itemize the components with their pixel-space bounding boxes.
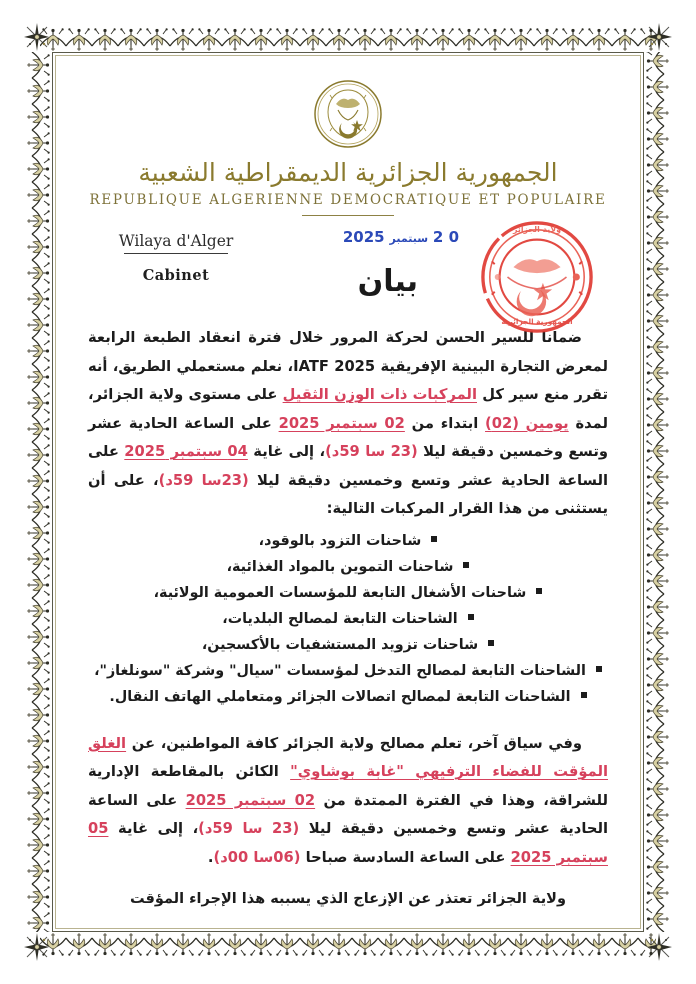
svg-text:ولاية الجزائر: ولاية الجزائر	[513, 224, 561, 234]
p2-highlight-closure: الغلق المؤقت للفضاء الترفيهي "غابة بوشاوي"	[88, 734, 609, 780]
p1-seg6: على الساعة الحادية عشر وتسع وخمسين دقيقة ليلا	[88, 443, 609, 489]
p1-seg1: ضمانا للسير الحسن لحركة المرور خلال فترة انعقاد الطبعة الرابعة لمعرض التجارة البينية الإفريقية IATF 2025، نعلم مستعملي الطريق، أنه تقرر منع سير كل	[88, 329, 609, 403]
p1-highlight-start-date: 02 سبتمبر 2025	[278, 414, 405, 432]
p1-highlight-end-date: 04 سبتمبر 2025	[124, 443, 248, 460]
date-year: 2025	[342, 228, 385, 246]
p2-highlight-start-date: 02 سبتمبر 2025	[185, 791, 316, 809]
svg-text:الجمهورية الجزائرية: الجمهورية الجزائرية	[501, 317, 573, 327]
p1-seg4: على الساعة الحادية عشر وتسع وخمسين دقيقة ليلا	[88, 414, 608, 460]
list-item	[88, 684, 608, 710]
paragraph-park-closure	[88, 730, 608, 873]
wilaya-name: Wilaya d'Alger	[118, 232, 234, 250]
list-item	[88, 528, 608, 554]
p1-highlight-two-days: يومين (02)	[485, 414, 569, 432]
p2-seg1: وفي سياق آخر، تعلم مصالح ولاية الجزائر كافة المواطنين، عن	[126, 734, 582, 752]
bullet-icon	[468, 614, 474, 620]
header-divider	[302, 215, 394, 216]
exempt-item-label: الشاحنات التابعة لمصالح اتصالات الجزائر ومتعاملي الهاتف النقال.	[109, 688, 571, 705]
list-item	[88, 632, 608, 658]
p1-seg7: ، على أن يستثنى من هذا القرار المركبات التالية:	[88, 471, 608, 517]
p2-highlight-start-time: (23 سا 59د)	[198, 820, 300, 837]
date-day: 0 2	[432, 228, 459, 246]
corner-ornament-bottom-right	[642, 930, 676, 964]
p2-seg6: .	[207, 848, 214, 866]
announcement-body	[82, 324, 614, 912]
document-content	[58, 58, 638, 926]
date-month: سبتمبر	[389, 232, 429, 245]
date-stamp	[343, 228, 459, 246]
p1-seg2: على مستوى ولاية الجزائر، لمدة	[88, 386, 608, 432]
bullet-icon	[581, 692, 587, 698]
exempt-item-label: شاحنات الأشغال التابعة للمؤسسات العمومية الولائية،	[153, 584, 527, 601]
p2-highlight-end-time: (06سا 00د)	[213, 848, 301, 866]
exempt-item-label: الشاحنات التابعة لمصالح البلديات،	[222, 610, 458, 627]
border-bottom	[40, 932, 656, 958]
list-item	[88, 554, 608, 580]
wilaya-underline	[124, 253, 228, 254]
emblem-container	[82, 78, 614, 154]
list-item	[88, 606, 608, 632]
p2-seg2: الكائن بالمقاطعة الإدارية للشراقة، وهذا في الفترة الممتدة من	[88, 763, 608, 809]
wilaya-block	[96, 232, 256, 284]
page-title: بيان	[357, 264, 418, 299]
bullet-icon	[431, 536, 437, 542]
republic-title-arabic: الجمهورية الجزائرية الديمقراطية الشعبية	[138, 158, 558, 187]
border-top	[40, 26, 656, 52]
p1-highlight-heavy-vehicles: المركبات ذات الوزن الثقيل	[282, 386, 477, 403]
bullet-icon	[536, 588, 542, 594]
exempt-item-label: شاحنات تزويد المستشفيات بالأكسجين،	[201, 636, 479, 653]
paragraph-spacer	[88, 716, 608, 730]
republic-title-french: REPUBLIQUE ALGERIENNE DEMOCRATIQUE ET POPULAIRE	[89, 192, 607, 208]
p1-seg5: ، إلى غاية	[247, 443, 326, 460]
border-left	[26, 52, 52, 932]
p1-highlight-end-time: (23سا 59د)	[158, 471, 249, 489]
bullet-icon	[596, 666, 602, 672]
header-row	[82, 228, 614, 320]
corner-ornament-top-right	[642, 20, 676, 54]
exempt-vehicles-list	[88, 528, 608, 710]
algeria-national-emblem-icon	[312, 78, 384, 150]
border-right	[644, 52, 670, 932]
corner-ornament-top-left	[20, 20, 54, 54]
p2-seg4: ، إلى غاية	[108, 820, 199, 837]
p2-seg5: على الساعة السادسة صباحا	[300, 848, 511, 866]
cabinet-label: Cabinet	[142, 267, 210, 284]
paragraph-traffic-ban	[88, 324, 608, 524]
closing-apology: ولاية الجزائر تعتذر عن الإزعاج الذي يسببه هذا الإجراء المؤقت	[130, 891, 566, 907]
p2-highlight-end-date: 05 سبتمبر 2025	[88, 820, 608, 866]
p1-highlight-start-time: (23 سا 59د)	[325, 443, 418, 460]
exempt-item-label: شاحنات التموين بالمواد الغذائية،	[226, 558, 454, 575]
list-item	[88, 580, 608, 606]
corner-ornament-bottom-left	[20, 930, 54, 964]
p1-seg3: ابتداء من	[404, 414, 486, 432]
exempt-item-label: الشاحنات التابعة لمصالح التدخل لمؤسسات "سيال" وشركة "سونلغاز"،	[94, 662, 586, 679]
bullet-icon	[463, 562, 469, 568]
p2-seg3: على الساعة الحادية عشر وتسع وخمسين دقيقة ليلا	[88, 791, 608, 837]
list-item	[88, 658, 608, 684]
bullet-icon	[488, 640, 494, 646]
exempt-item-label: شاحنات التزود بالوقود،	[258, 532, 422, 549]
